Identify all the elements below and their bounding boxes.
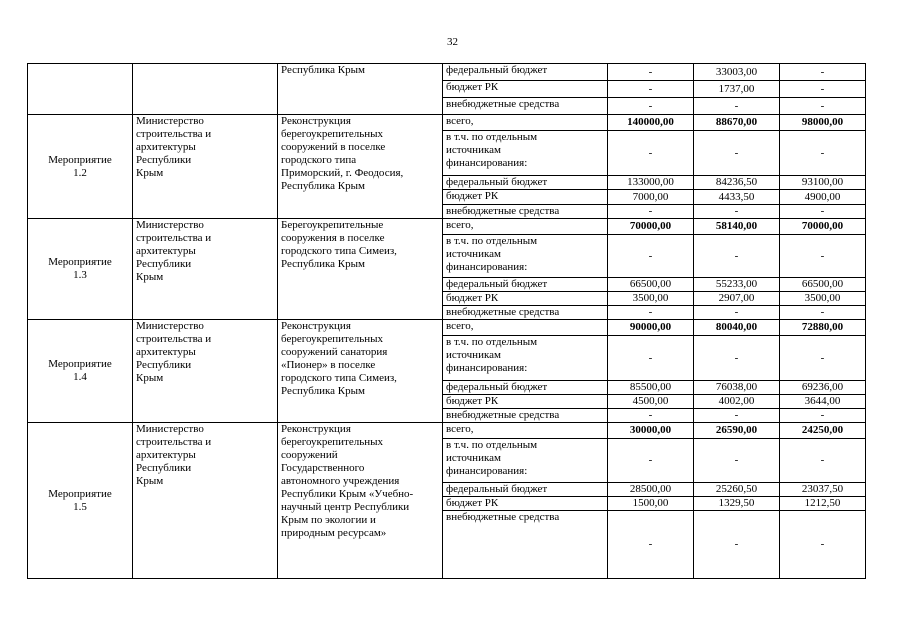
value-cell: -: [694, 235, 780, 278]
ministry-cell-empty: [133, 64, 278, 115]
source-label: в т.ч. по отдельным источникам финансирования:: [443, 439, 608, 483]
source-label: федеральный бюджет: [443, 483, 608, 497]
object-cell: Республика Крым: [278, 64, 443, 115]
value-cell: 7000,00: [608, 190, 694, 205]
value-cell: -: [608, 511, 694, 579]
value-cell: -: [608, 64, 694, 81]
event-cell-empty: [28, 64, 133, 115]
value-cell: -: [780, 409, 866, 423]
source-label: бюджет РК: [443, 81, 608, 98]
object-description: Берегоукрепительные сооружения в поселке городского типа Симеиз, Республика Крым: [278, 219, 443, 320]
object-description: Реконструкция берегоукрепительных сооружений в поселке городского типа Приморский, г. Феодосия, Республика Крым: [278, 115, 443, 219]
source-label: всего,: [443, 219, 608, 235]
value-cell: -: [780, 511, 866, 579]
value-cell: 55233,00: [694, 278, 780, 292]
value-cell: 33003,00: [694, 64, 780, 81]
value-cell: 90000,00: [608, 320, 694, 336]
table-row-total: [28, 219, 866, 235]
value-cell: -: [694, 306, 780, 320]
table-row-total: [28, 115, 866, 131]
value-cell: -: [694, 131, 780, 176]
value-cell: -: [780, 306, 866, 320]
value-cell: -: [608, 131, 694, 176]
responsible-ministry: Министерство строительства и архитектуры Республики Крым: [133, 219, 278, 320]
source-label: внебюджетные средства: [443, 511, 608, 579]
source-label: бюджет РК: [443, 497, 608, 511]
value-cell: -: [608, 439, 694, 483]
value-cell: 70000,00: [608, 219, 694, 235]
value-cell: -: [694, 205, 780, 219]
value-cell: -: [608, 81, 694, 98]
table-row: [28, 64, 866, 81]
source-label: бюджет РК: [443, 190, 608, 205]
value-cell: -: [780, 336, 866, 381]
value-cell: 24250,00: [780, 423, 866, 439]
value-cell: -: [694, 409, 780, 423]
responsible-ministry: Министерство строительства и архитектуры Республики Крым: [133, 320, 278, 423]
value-cell: -: [694, 336, 780, 381]
value-cell: 4900,00: [780, 190, 866, 205]
value-cell: -: [694, 511, 780, 579]
value-cell: -: [694, 98, 780, 115]
source-label: всего,: [443, 320, 608, 336]
source-label: федеральный бюджет: [443, 64, 608, 81]
value-cell: -: [608, 205, 694, 219]
value-cell: 1329,50: [694, 497, 780, 511]
source-label: федеральный бюджет: [443, 278, 608, 292]
value-cell: -: [780, 64, 866, 81]
value-cell: -: [608, 98, 694, 115]
source-label: бюджет РК: [443, 395, 608, 409]
source-label: внебюджетные средства: [443, 98, 608, 115]
value-cell: 1500,00: [608, 497, 694, 511]
event-name: Мероприятие 1.4: [28, 320, 133, 423]
object-description: Реконструкция берегоукрепительных сооружений Государственного автономного учреждения Республики Крым «Учебно- научный центр Республики Крым по экологии и природным ресурсам»: [278, 423, 443, 579]
value-cell: 84236,50: [694, 176, 780, 190]
value-cell: 26590,00: [694, 423, 780, 439]
value-cell: 4500,00: [608, 395, 694, 409]
value-cell: 80040,00: [694, 320, 780, 336]
value-cell: -: [608, 336, 694, 381]
value-cell: 58140,00: [694, 219, 780, 235]
value-cell: 4433,50: [694, 190, 780, 205]
value-cell: 66500,00: [608, 278, 694, 292]
page-number: 32: [447, 36, 458, 48]
program-funding-table: [27, 63, 866, 579]
value-cell: 93100,00: [780, 176, 866, 190]
source-label: федеральный бюджет: [443, 381, 608, 395]
table-row-total: [28, 423, 866, 439]
source-label: в т.ч. по отдельным источникам финансирования:: [443, 235, 608, 278]
value-cell: 88670,00: [694, 115, 780, 131]
source-label: всего,: [443, 115, 608, 131]
value-cell: -: [608, 409, 694, 423]
value-cell: 1737,00: [694, 81, 780, 98]
value-cell: 72880,00: [780, 320, 866, 336]
value-cell: 69236,00: [780, 381, 866, 395]
event-name: Мероприятие 1.2: [28, 115, 133, 219]
value-cell: 98000,00: [780, 115, 866, 131]
object-description: Реконструкция берегоукрепительных сооружений санатория «Пионер» в поселке городского типа Симеиз, Республика Крым: [278, 320, 443, 423]
event-name: Мероприятие 1.5: [28, 423, 133, 579]
value-cell: 66500,00: [780, 278, 866, 292]
responsible-ministry: Министерство строительства и архитектуры Республики Крым: [133, 115, 278, 219]
value-cell: 4002,00: [694, 395, 780, 409]
table-row-total: [28, 320, 866, 336]
value-cell: -: [780, 205, 866, 219]
source-label: федеральный бюджет: [443, 176, 608, 190]
value-cell: -: [608, 235, 694, 278]
value-cell: 30000,00: [608, 423, 694, 439]
value-cell: -: [780, 439, 866, 483]
value-cell: -: [780, 131, 866, 176]
value-cell: -: [608, 306, 694, 320]
source-label: внебюджетные средства: [443, 205, 608, 219]
source-label: в т.ч. по отдельным источникам финансирования:: [443, 131, 608, 176]
source-label: внебюджетные средства: [443, 306, 608, 320]
value-cell: 133000,00: [608, 176, 694, 190]
value-cell: -: [780, 81, 866, 98]
source-label: бюджет РК: [443, 292, 608, 306]
value-cell: 3500,00: [608, 292, 694, 306]
value-cell: 2907,00: [694, 292, 780, 306]
value-cell: -: [780, 98, 866, 115]
source-label: всего,: [443, 423, 608, 439]
source-label: внебюджетные средства: [443, 409, 608, 423]
value-cell: 23037,50: [780, 483, 866, 497]
value-cell: 85500,00: [608, 381, 694, 395]
value-cell: 76038,00: [694, 381, 780, 395]
value-cell: 25260,50: [694, 483, 780, 497]
value-cell: -: [780, 235, 866, 278]
value-cell: 1212,50: [780, 497, 866, 511]
value-cell: 3500,00: [780, 292, 866, 306]
event-name: Мероприятие 1.3: [28, 219, 133, 320]
value-cell: 140000,00: [608, 115, 694, 131]
value-cell: 28500,00: [608, 483, 694, 497]
responsible-ministry: Министерство строительства и архитектуры Республики Крым: [133, 423, 278, 579]
value-cell: 70000,00: [780, 219, 866, 235]
value-cell: -: [694, 439, 780, 483]
source-label: в т.ч. по отдельным источникам финансирования:: [443, 336, 608, 381]
value-cell: 3644,00: [780, 395, 866, 409]
